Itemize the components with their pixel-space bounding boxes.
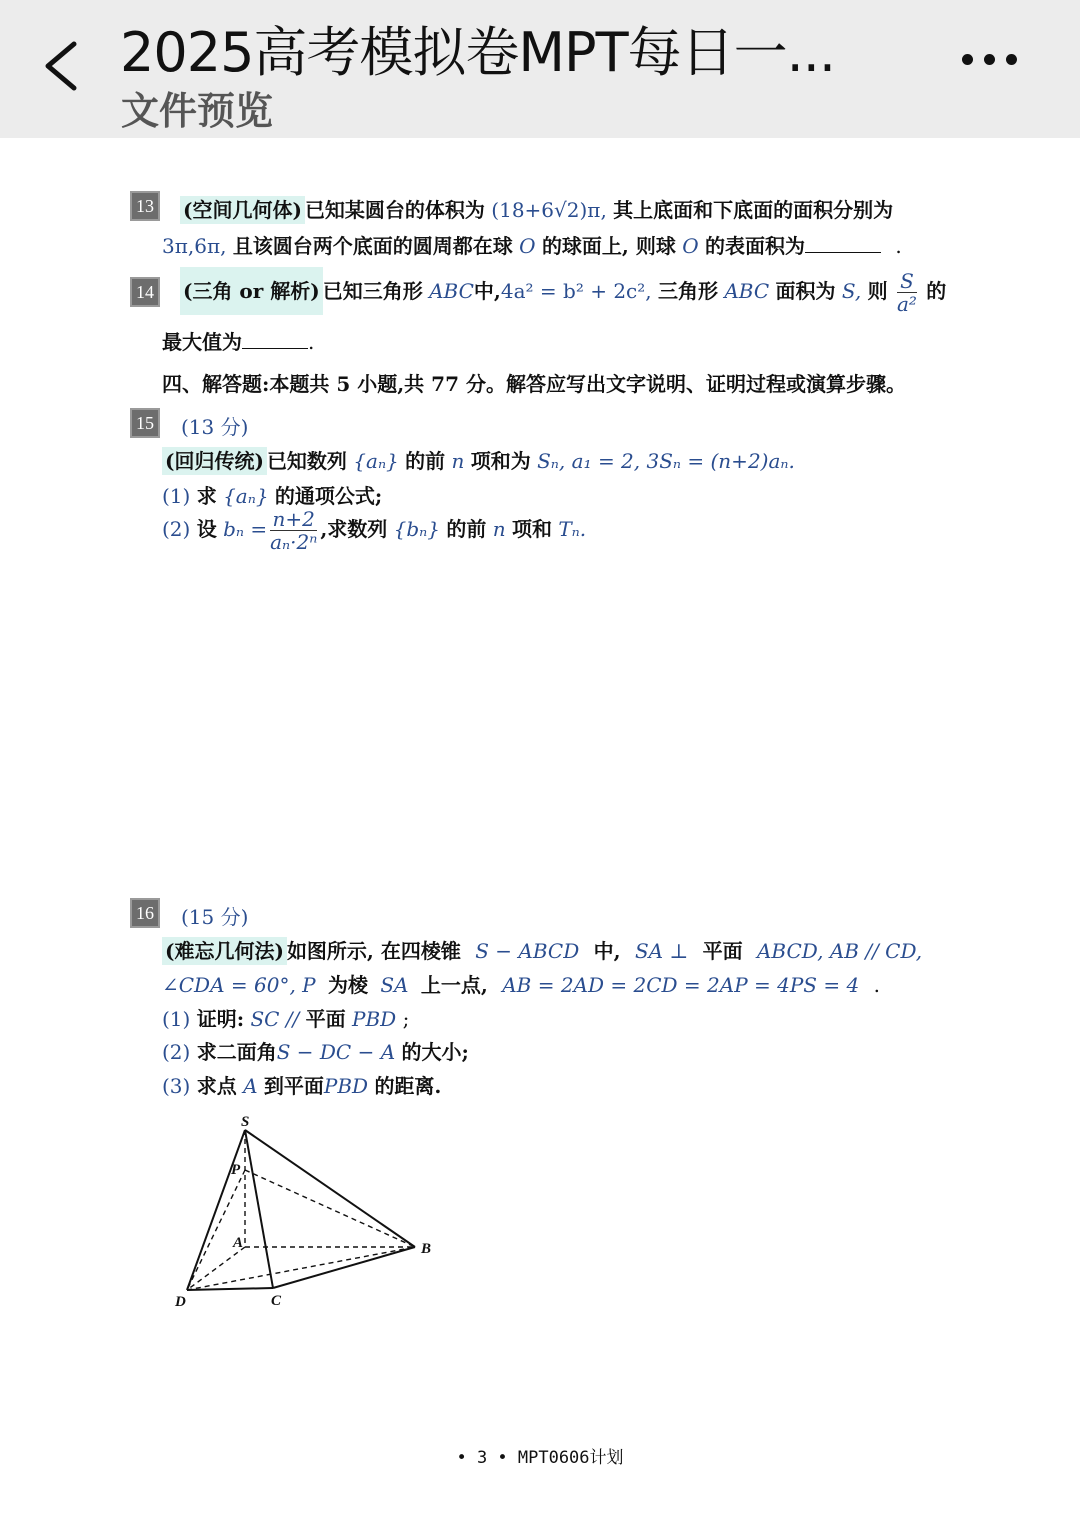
question-14-line-1	[180, 270, 946, 314]
edge-sb	[245, 1130, 415, 1247]
text: 的大小;	[401, 1040, 469, 1064]
fraction-numerator: S	[897, 270, 917, 293]
math-n: n	[492, 517, 506, 541]
math-volume: (18+6√2)π,	[491, 198, 607, 222]
math-abc: ABC	[724, 279, 770, 303]
text: 为棱	[328, 973, 368, 997]
math-condition: a₁ = 2, 3Sₙ = (n+2)aₙ.	[571, 449, 795, 473]
text: 最大值为	[162, 330, 242, 354]
question-15-tag: (回归传统)	[162, 447, 267, 475]
math-seq: {bₙ}	[393, 517, 440, 541]
question-number-13: 13	[130, 191, 160, 221]
question-number-14: 14	[130, 277, 160, 307]
text: .	[873, 973, 880, 997]
text: 中,	[473, 279, 501, 303]
text: 设	[196, 517, 217, 541]
text: 的前	[446, 517, 487, 541]
fraction-denominator: aₙ·2ⁿ	[270, 530, 318, 554]
text: 且该圆台两个底面的圆周都在球	[232, 234, 513, 258]
math-abc: ABC	[429, 279, 474, 303]
fraction-numerator: n+2	[270, 508, 317, 531]
text: 的前	[405, 449, 446, 473]
question-16-tag: (难忘几何法)	[162, 937, 287, 965]
math-o: O	[519, 234, 536, 258]
question-16-part-3	[162, 1070, 441, 1099]
text: 其上底面和下底面的面积分别为	[613, 198, 894, 222]
math-pbd: PBD	[323, 1074, 369, 1098]
text: 面积为	[775, 279, 836, 303]
text: 平面	[305, 1007, 346, 1031]
math-angle: ∠CDA = 60°, P	[162, 973, 316, 997]
text: .	[895, 234, 902, 258]
text: 的通项公式;	[274, 484, 383, 508]
part-label: (2)	[162, 1040, 191, 1064]
question-14-tag: (三角 or 解析)	[180, 267, 323, 315]
math-equation: 4a² = b² + 2c²,	[500, 279, 652, 303]
text: 的	[926, 279, 947, 303]
text: 已知某圆台的体积为	[304, 198, 485, 222]
more-horizontal-icon[interactable]	[962, 50, 1032, 84]
chevron-left-icon[interactable]	[38, 36, 98, 96]
section-4-heading: 四、解答题:本题共 5 小题,共 77 分。解答应写出文字说明、证明过程或演算步骤。	[162, 372, 906, 396]
math-sa: SA	[380, 973, 409, 997]
question-15-stem	[162, 445, 795, 474]
question-16-line-2	[162, 969, 880, 998]
question-15-part-1	[162, 480, 382, 509]
fraction-s-over-a2	[897, 270, 917, 315]
question-number-15: 15	[130, 408, 160, 438]
text: ,求数列	[320, 517, 388, 541]
vertex-label-b: B	[421, 1241, 432, 1257]
text: 项和	[511, 517, 552, 541]
part-label: (3)	[162, 1074, 191, 1098]
question-13-tag: (空间几何体)	[180, 196, 305, 224]
vertex-label-p: P	[231, 1162, 241, 1178]
math-bn: bₙ =	[223, 517, 268, 541]
text: 已知数列	[266, 449, 347, 473]
math-seq: {aₙ}	[353, 449, 399, 473]
page-footer: • 3 • MPT0606计划	[456, 1448, 624, 1468]
text: 三角形	[657, 279, 718, 303]
text: 的表面积为	[705, 234, 805, 258]
text: 上一点,	[420, 973, 488, 997]
answer-blank	[242, 347, 308, 349]
math-dihedral: S − DC − A	[276, 1040, 396, 1064]
text: 项和为	[470, 449, 531, 473]
text: 求二面角	[196, 1040, 277, 1064]
part-label: (1)	[162, 1007, 191, 1031]
page-title: 2025高考模拟卷MPT每日一...	[120, 21, 836, 84]
math-areas: 3π,6π,	[162, 234, 227, 258]
top-bar	[0, 0, 1080, 138]
question-16-score: (15 分)	[181, 905, 249, 929]
math-s: S,	[841, 279, 862, 303]
text: ;	[402, 1007, 410, 1031]
edge-pd	[187, 1170, 245, 1290]
math-o: O	[682, 234, 699, 258]
math-a: A	[243, 1074, 258, 1098]
question-16-part-2	[162, 1036, 469, 1065]
math-seq: {aₙ}	[223, 484, 269, 508]
edge-cb	[273, 1247, 415, 1288]
text: 的球面上, 则球	[541, 234, 676, 258]
question-14-line-2	[162, 326, 314, 355]
question-15-score: (13 分)	[181, 415, 249, 439]
pyramid-figure	[165, 1113, 455, 1313]
question-15-part-2	[162, 508, 586, 560]
text: 到平面	[263, 1074, 324, 1098]
text: 已知三角形	[322, 279, 423, 303]
page-subtitle: 文件预览	[121, 89, 274, 133]
text: .	[308, 330, 315, 354]
text: 则	[867, 279, 888, 303]
vertex-label-a: A	[233, 1235, 244, 1251]
edge-dc	[187, 1288, 273, 1290]
text: 的距离.	[374, 1074, 442, 1098]
math-sc: SC //	[250, 1007, 300, 1031]
math-sn: Sₙ,	[537, 449, 566, 473]
question-16-part-1	[162, 1003, 409, 1032]
question-13-line-1	[180, 194, 893, 223]
math-pbd: PBD	[352, 1007, 397, 1031]
text: 如图所示, 在四棱锥	[286, 939, 461, 963]
math-pyramid: S − ABCD	[475, 939, 580, 963]
edge-sd	[187, 1130, 245, 1290]
math-abcd: ABCD, AB // CD,	[756, 939, 923, 963]
question-16-line-1	[162, 935, 922, 964]
text: 求点	[196, 1074, 237, 1098]
edge-db	[187, 1247, 415, 1290]
math-sa-perp: SA ⊥	[634, 939, 689, 963]
text: 求	[196, 484, 217, 508]
fraction-denominator: a²	[896, 292, 917, 316]
text: 证明:	[196, 1007, 245, 1031]
math-lengths: AB = 2AD = 2CD = 2AP = 4PS = 4	[502, 973, 860, 997]
math-tn: Tₙ.	[558, 517, 587, 541]
vertex-label-c: C	[271, 1293, 282, 1309]
fraction-bn	[270, 508, 317, 553]
text: 平面	[702, 939, 743, 963]
vertex-label-s: S	[241, 1114, 250, 1130]
part-label: (1)	[162, 484, 191, 508]
question-number-16: 16	[130, 898, 160, 928]
part-label: (2)	[162, 517, 191, 541]
question-13-line-2	[162, 230, 902, 259]
vertex-label-d: D	[175, 1294, 186, 1310]
answer-blank	[805, 251, 881, 253]
document-page[interactable]	[0, 138, 1080, 1531]
text: 中,	[593, 939, 621, 963]
edge-sc	[245, 1130, 273, 1288]
math-n: n	[451, 449, 465, 473]
edge-pb	[245, 1170, 415, 1247]
